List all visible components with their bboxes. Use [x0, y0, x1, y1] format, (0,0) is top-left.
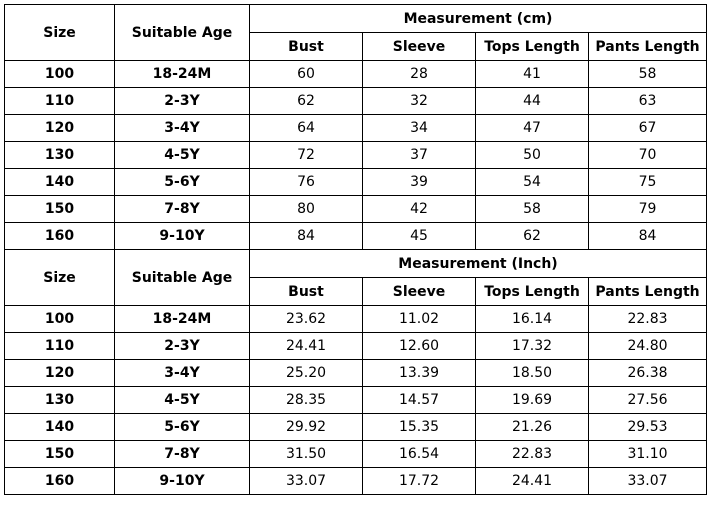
size-cell: 150	[5, 196, 115, 223]
age-cell: 7-8Y	[115, 196, 250, 223]
bust-cell: 80	[250, 196, 363, 223]
pants-length-cell: 79	[589, 196, 707, 223]
bust-cell: 62	[250, 88, 363, 115]
table-row	[5, 223, 707, 250]
tops-length-cell: 19.69	[476, 387, 589, 414]
sleeve-cell: 14.57	[363, 387, 476, 414]
age-cell: 2-3Y	[115, 88, 250, 115]
tops-length-cell: 18.50	[476, 360, 589, 387]
age-cell: 9-10Y	[115, 223, 250, 250]
sleeve-cell: 28	[363, 61, 476, 88]
bust-cell: 64	[250, 115, 363, 142]
bust-cell: 60	[250, 61, 363, 88]
pants-length-cell: 22.83	[589, 306, 707, 333]
bust-cell: 72	[250, 142, 363, 169]
section-header-row	[5, 5, 707, 33]
pants-length-cell: 70	[589, 142, 707, 169]
table-row	[5, 333, 707, 360]
pants-length-cell: 84	[589, 223, 707, 250]
age-cell: 18-24M	[115, 306, 250, 333]
size-cell: 120	[5, 115, 115, 142]
size-cell: 110	[5, 333, 115, 360]
bust-cell: 29.92	[250, 414, 363, 441]
bust-cell: 23.62	[250, 306, 363, 333]
tops-length-cell: 58	[476, 196, 589, 223]
age-cell: 3-4Y	[115, 115, 250, 142]
bust-cell: 25.20	[250, 360, 363, 387]
table-row	[5, 169, 707, 196]
section-header-row	[5, 250, 707, 278]
pants-length-cell: 67	[589, 115, 707, 142]
tops-length-cell: 16.14	[476, 306, 589, 333]
age-header: Suitable Age	[115, 250, 250, 306]
tops-length-cell: 62	[476, 223, 589, 250]
age-cell: 4-5Y	[115, 142, 250, 169]
bust-cell: 28.35	[250, 387, 363, 414]
sleeve-cell: 15.35	[363, 414, 476, 441]
tops-length-cell: 41	[476, 61, 589, 88]
tops-header: Tops Length	[476, 278, 589, 306]
age-cell: 9-10Y	[115, 468, 250, 495]
bust-cell: 84	[250, 223, 363, 250]
measurement-title: Measurement (cm)	[250, 5, 707, 33]
tops-length-cell: 17.32	[476, 333, 589, 360]
bust-cell: 24.41	[250, 333, 363, 360]
tops-length-cell: 54	[476, 169, 589, 196]
pants-length-cell: 29.53	[589, 414, 707, 441]
sleeve-cell: 11.02	[363, 306, 476, 333]
sleeve-cell: 37	[363, 142, 476, 169]
pants-length-cell: 31.10	[589, 441, 707, 468]
size-cell: 140	[5, 414, 115, 441]
size-cell: 100	[5, 306, 115, 333]
table-row	[5, 196, 707, 223]
sleeve-cell: 39	[363, 169, 476, 196]
size-cell: 110	[5, 88, 115, 115]
table-row	[5, 306, 707, 333]
sleeve-cell: 12.60	[363, 333, 476, 360]
sleeve-cell: 42	[363, 196, 476, 223]
tops-length-cell: 50	[476, 142, 589, 169]
pants-length-cell: 24.80	[589, 333, 707, 360]
sleeve-cell: 13.39	[363, 360, 476, 387]
table-row	[5, 387, 707, 414]
size-cell: 130	[5, 387, 115, 414]
pants-header: Pants Length	[589, 278, 707, 306]
sleeve-header: Sleeve	[363, 278, 476, 306]
pants-header: Pants Length	[589, 33, 707, 61]
bust-cell: 33.07	[250, 468, 363, 495]
size-cell: 160	[5, 468, 115, 495]
sleeve-cell: 45	[363, 223, 476, 250]
pants-length-cell: 63	[589, 88, 707, 115]
tops-length-cell: 24.41	[476, 468, 589, 495]
table-row	[5, 115, 707, 142]
size-cell: 100	[5, 61, 115, 88]
pants-length-cell: 33.07	[589, 468, 707, 495]
size-cell: 120	[5, 360, 115, 387]
size-chart	[4, 4, 706, 508]
table-row	[5, 441, 707, 468]
sleeve-cell: 34	[363, 115, 476, 142]
tops-length-cell: 21.26	[476, 414, 589, 441]
size-header: Size	[5, 5, 115, 61]
size-header: Size	[5, 250, 115, 306]
measurement-title: Measurement (Inch)	[250, 250, 707, 278]
age-cell: 2-3Y	[115, 333, 250, 360]
pants-length-cell: 27.56	[589, 387, 707, 414]
sleeve-cell: 16.54	[363, 441, 476, 468]
age-cell: 7-8Y	[115, 441, 250, 468]
pants-length-cell: 26.38	[589, 360, 707, 387]
age-cell: 5-6Y	[115, 414, 250, 441]
sleeve-cell: 32	[363, 88, 476, 115]
bust-header: Bust	[250, 278, 363, 306]
bust-cell: 31.50	[250, 441, 363, 468]
size-cell: 130	[5, 142, 115, 169]
tops-length-cell: 47	[476, 115, 589, 142]
age-cell: 4-5Y	[115, 387, 250, 414]
table-row	[5, 88, 707, 115]
tops-header: Tops Length	[476, 33, 589, 61]
age-cell: 5-6Y	[115, 169, 250, 196]
table-row	[5, 61, 707, 88]
size-cell: 160	[5, 223, 115, 250]
bust-cell: 76	[250, 169, 363, 196]
pants-length-cell: 58	[589, 61, 707, 88]
bust-header: Bust	[250, 33, 363, 61]
pants-length-cell: 75	[589, 169, 707, 196]
age-header: Suitable Age	[115, 5, 250, 61]
tops-length-cell: 44	[476, 88, 589, 115]
size-cell: 140	[5, 169, 115, 196]
size-cell: 150	[5, 441, 115, 468]
size-table	[4, 4, 707, 495]
age-cell: 18-24M	[115, 61, 250, 88]
table-row	[5, 142, 707, 169]
table-row	[5, 468, 707, 495]
age-cell: 3-4Y	[115, 360, 250, 387]
table-row	[5, 414, 707, 441]
table-row	[5, 360, 707, 387]
sleeve-cell: 17.72	[363, 468, 476, 495]
tops-length-cell: 22.83	[476, 441, 589, 468]
sleeve-header: Sleeve	[363, 33, 476, 61]
